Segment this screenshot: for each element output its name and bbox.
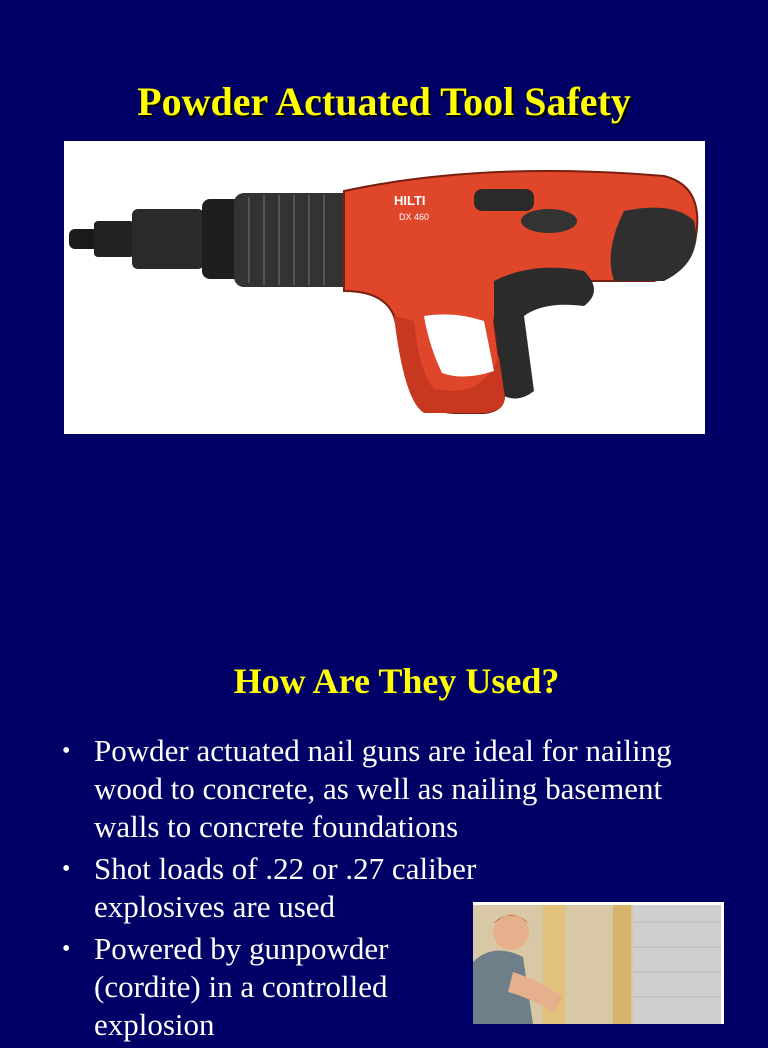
bullet-item xyxy=(62,732,712,846)
bullet-dot-icon: • xyxy=(62,936,71,962)
bullet-text: Shot loads of .22 or .27 caliber explosives are used xyxy=(94,851,477,924)
bullet-text: Powder actuated nail guns are ideal for nailing wood to concrete, as well as nailing basement walls to concrete foundations xyxy=(94,733,672,844)
bullet-item xyxy=(62,850,494,926)
brand-label: HILTI xyxy=(394,193,426,208)
bullet-text: Powered by gunpowder (cordite) in a controlled explosion xyxy=(94,931,389,1042)
bullet-item xyxy=(62,930,494,1044)
worker-photo xyxy=(473,902,724,1024)
slide-title: Powder Actuated Tool Safety xyxy=(137,79,631,124)
model-label: DX 460 xyxy=(399,212,430,222)
nail-gun-photo xyxy=(64,141,705,434)
bullet-dot-icon: • xyxy=(62,738,71,764)
slide-subtitle: How Are They Used? xyxy=(233,661,560,701)
bullet-dot-icon: • xyxy=(62,856,71,882)
